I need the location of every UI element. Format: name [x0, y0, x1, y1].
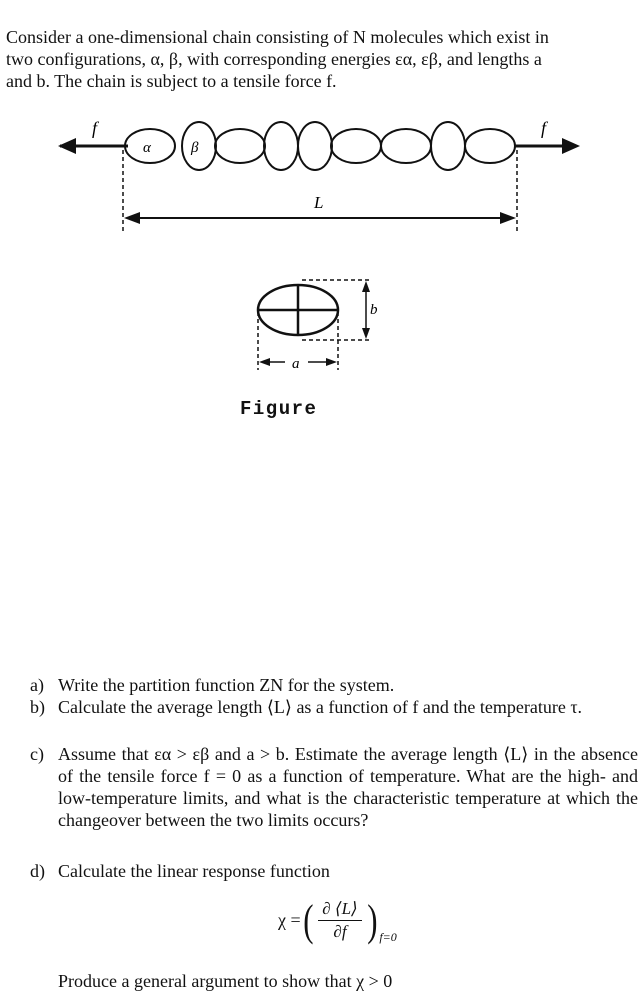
- width-arrowhead-right: [326, 358, 337, 366]
- force-right-label: f: [541, 118, 547, 138]
- molecule: [381, 129, 431, 163]
- force-right-arrowhead: [562, 138, 580, 154]
- height-arrowhead-top: [362, 281, 370, 292]
- question-label: c): [30, 744, 44, 764]
- response-function-formula: [278, 896, 397, 945]
- formula-numerator: ∂ ⟨L⟩: [318, 899, 361, 921]
- width-label: a: [292, 356, 300, 372]
- molecule: [331, 129, 381, 163]
- figure-caption: Figure: [240, 398, 318, 420]
- force-left-label: f: [92, 118, 98, 138]
- molecule: [298, 122, 332, 170]
- molecule: [431, 122, 465, 170]
- length-arrowhead-left: [124, 212, 140, 224]
- length-arrowhead-right: [500, 212, 516, 224]
- height-label: b: [370, 302, 378, 318]
- length-label: L: [314, 193, 324, 212]
- width-arrowhead-left: [259, 358, 270, 366]
- formula-denominator: ∂f: [333, 922, 347, 941]
- question-text: Write the partition function ZN for the system.: [58, 675, 395, 695]
- chain-figure: [0, 0, 643, 400]
- question-text: Calculate the linear response function: [58, 861, 330, 881]
- intro-line-2: two configurations, α, β, with corresponding energies εα, εβ, and lengths a: [6, 49, 542, 69]
- intro-line-1: Consider a one-dimensional chain consisting of N molecules which exist in: [6, 27, 549, 47]
- question-a: [30, 674, 638, 696]
- question-text: Calculate the average length ⟨L⟩ as a function of f and the temperature τ.: [58, 697, 583, 717]
- molecule: [215, 129, 265, 163]
- final-instruction: Produce a general argument to show that χ > 0: [58, 971, 393, 991]
- molecule: [264, 122, 298, 170]
- formula-paren-close: ): [366, 895, 378, 945]
- formula-paren-open: (: [302, 895, 314, 945]
- molecule: [465, 129, 515, 163]
- question-label: d): [30, 861, 45, 881]
- molecule-beta-label: β: [191, 140, 199, 156]
- force-left-arrowhead: [58, 138, 76, 154]
- question-d: [30, 860, 638, 882]
- question-label: b): [30, 697, 45, 717]
- intro-line-3: and b. The chain is subject to a tensile force f.: [6, 71, 337, 91]
- question-label: a): [30, 675, 44, 695]
- question-b: [30, 696, 638, 718]
- molecule-beta: [182, 122, 216, 170]
- formula-subscript: f=0: [379, 930, 397, 944]
- question-text: Assume that εα > εβ and a > b. Estimate the average length ⟨L⟩ in the absence of the tensile force f = 0 as a function of temperature. What are the high- and low-temperature limits, and what is the characteristic temperature at which the changeover between the two limits occurs?: [58, 744, 638, 830]
- formula-lhs: χ =: [278, 910, 301, 930]
- question-c: [30, 743, 638, 831]
- height-arrowhead-bottom: [362, 328, 370, 339]
- formula-fraction: [318, 899, 361, 942]
- molecule-alpha-label: α: [143, 140, 151, 156]
